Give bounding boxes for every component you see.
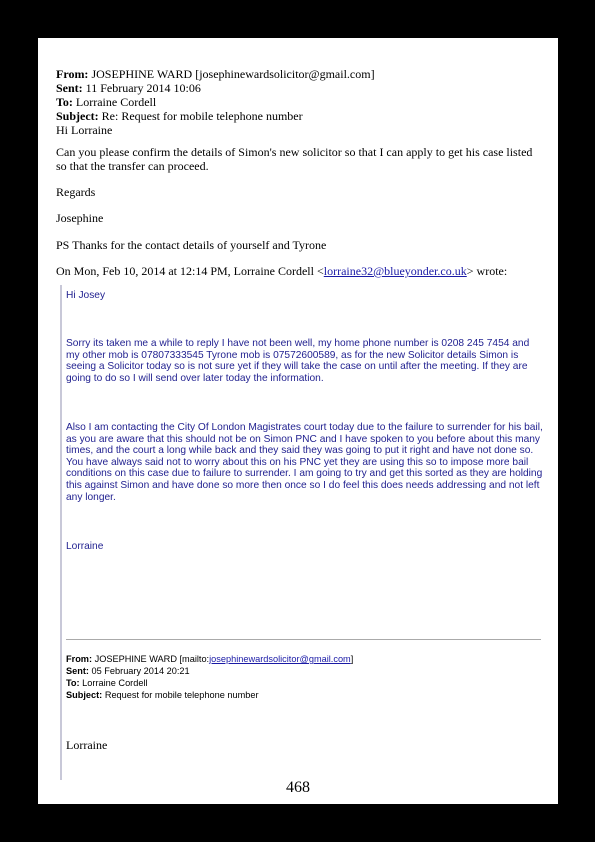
orig-to-line: To: Lorraine Cordell: [66, 678, 148, 688]
quote-intro: On Mon, Feb 10, 2014 at 12:14 PM, Lorraine Cordell <lorraine32@blueyonder.co.uk> wrote:: [56, 264, 508, 278]
quote-bar: [60, 285, 62, 780]
to-value: Lorraine Cordell: [75, 95, 157, 109]
document-page: [38, 38, 558, 804]
orig-subject-line: Subject: Request for mobile telephone number: [66, 690, 259, 700]
sent-value: 11 February 2014 10:06: [85, 81, 201, 95]
to-line: To: Lorraine Cordell: [56, 95, 157, 109]
body-paragraph: Can you please confirm the details of Simon's new solicitor so that I can apply to get his case listed so that the transfer can proceed.: [56, 145, 533, 173]
original-message-header: [66, 653, 353, 701]
quoted-signoff: Lorraine: [66, 541, 104, 552]
orig-signoff: Lorraine: [66, 738, 108, 752]
greeting: Hi Lorraine: [56, 123, 113, 137]
orig-from-line: From: JOSEPHINE WARD [mailto:josephinewardsolicitor@gmail.com]: [66, 654, 354, 664]
page-number: 468: [286, 779, 310, 796]
from-value: JOSEPHINE WARD [josephinewardsolicitor@gmail.com]: [91, 67, 375, 81]
quoted-greeting: Hi Josey: [66, 290, 106, 301]
orig-sent-line: Sent: 05 February 2014 20:21: [66, 666, 190, 676]
postscript: PS Thanks for the contact details of yourself and Tyrone: [56, 238, 327, 252]
subject-line: Subject: Re: Request for mobile telephone number: [56, 109, 303, 123]
regards: Regards: [56, 185, 96, 199]
quoted-paragraph-1: Sorry its taken me a while to reply I have not been well, my home phone number is 0208 245 7454 and my other mob is 07807333545 Tyrone mob is 07572600589, as for the new Solicitor details Simon is seeing a Solicitor today so is not sure yet if they will take the case on until after the meeting. If they are going to do so I will send over later today the information.: [66, 338, 530, 384]
from-line: From: JOSEPHINE WARD [josephinewardsolicitor@gmail.com]: [56, 67, 375, 81]
subject-value: Re: Request for mobile telephone number: [101, 109, 303, 123]
email-link[interactable]: lorraine32@blueyonder.co.uk: [323, 264, 467, 278]
orig-email-link[interactable]: josephinewardsolicitor@gmail.com: [209, 654, 351, 664]
sent-line: Sent: 11 February 2014 10:06: [56, 81, 201, 95]
signature: Josephine: [56, 211, 104, 225]
quoted-paragraph-2: Also I am contacting the City Of London Magistrates court today due to the failure to surrender for his bail, as you are aware that this should not be on Simon PNC and I have spoken to you before about this many times, and the court a long while back and they said they was going to put it right and have not done so. You have always said not to worry about this on his PNC yet they are using this so to impose more bail conditions on this case due to failure to surrender. I am going to try and get this sorted as they are holding this against Simon and have done so more then once so I do feel this does needs addressing and not left any longer.: [66, 422, 543, 503]
email-header: [56, 67, 375, 137]
divider: [66, 639, 541, 640]
